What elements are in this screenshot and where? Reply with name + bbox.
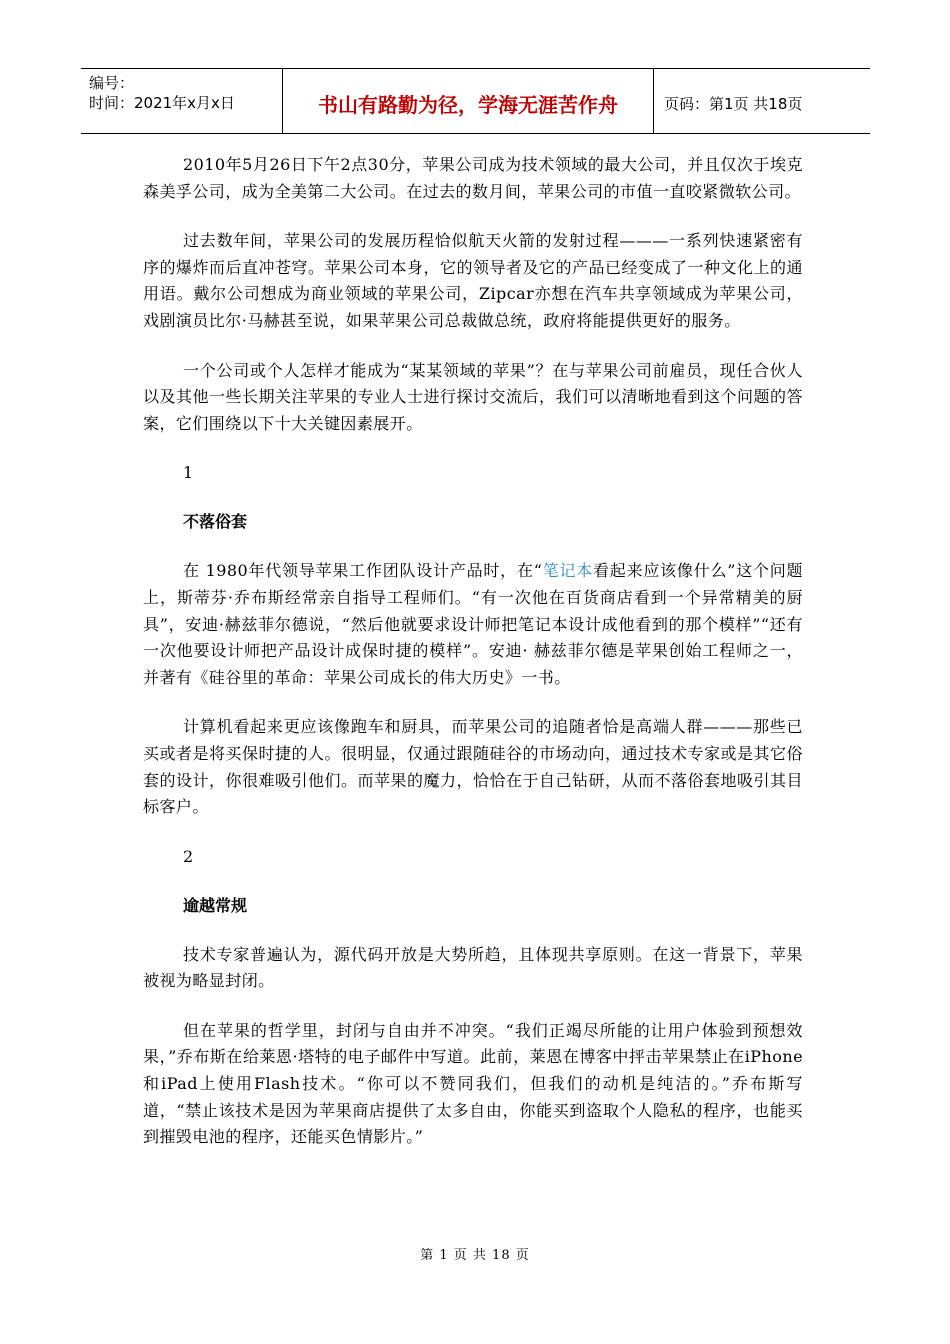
section-number-2: 2 bbox=[183, 846, 194, 866]
paragraph-5: 计算机看起来更应该像跑车和厨具，而苹果公司的追随者恰是高端人群———那些已买或者是将买保时捷的人。很明显，仅通过跟随硅谷的市场动向，通过技术专家或是其它俗套的设计，你很难吸引他们。而苹果的魔力，恰恰在于自己钻研，从而不落俗套地吸引其目标客户。 bbox=[143, 717, 803, 817]
paragraph-4 bbox=[143, 558, 803, 691]
section-number-1: 1 bbox=[183, 463, 194, 483]
section-heading-2: 逾越常规 bbox=[183, 895, 248, 915]
paragraph-3: 一个公司或个人怎样才能成为“某某领域的苹果”？在与苹果公司前雇员，现任合伙人以及其他一些长期关注苹果的专业人士进行探讨交流后，我们可以清晰地看到这个问题的答案，它们围绕以下十大关键因素展开。 bbox=[143, 360, 803, 433]
notebook-link[interactable]: 笔记本 bbox=[542, 561, 594, 581]
paragraph-4-rest: 看起来应该像什么”这个问题上，斯蒂芬·乔布斯经常亲自指导工程师们。“有一次他在百货商店看到一个异常精美的厨具”，安迪·赫兹菲尔德说，“然后他就要求设计师把笔记本设计成他看到的那个模样”“还有一次他要设计师把产品设计成保时捷的模样”。安迪· 赫兹菲尔德是苹果创始工程师之一，并著有《硅谷里的革命：苹果公司成长的伟大历史》一书。 bbox=[143, 561, 803, 687]
header-meta bbox=[81, 69, 283, 133]
page-header bbox=[81, 68, 870, 134]
document-date: 时间：2021年x月x日 bbox=[89, 94, 235, 112]
header-motto: 书山有路勤为径，学海无涯苦作舟 bbox=[283, 69, 654, 133]
document-number-label: 编号： bbox=[89, 74, 135, 92]
paragraph-7: 但在苹果的哲学里，封闭与自由并不冲突。“我们正竭尽所能的让用户体验到预想效果，”乔布斯在给莱恩·塔特的电子邮件中写道。此前，莱恩在博客中抨击苹果禁止在iPhone和iPad上使用Flash技术。“你可以不赞同我们，但我们的动机是纯洁的。”乔布斯写道，“禁止该技术是因为苹果商店提供了太多自由，你能买到盗取个人隐私的程序，也能买到摧毁电池的程序，还能买色情影片。” bbox=[143, 1020, 803, 1147]
paragraph-6: 技术专家普遍认为，源代码开放是大势所趋，且体现共享原则。在这一背景下，苹果被视为略显封闭。 bbox=[143, 944, 803, 991]
page-footer: 第 1 页 共 18 页 bbox=[420, 1248, 530, 1263]
paragraph-1: 2010年5月26日下午2点30分，苹果公司成为技术领域的最大公司，并且仅次于埃克森美孚公司，成为全美第二大公司。在过去的数月间，苹果公司的市值一直咬紧微软公司。 bbox=[143, 155, 803, 201]
section-heading-1: 不落俗套 bbox=[183, 512, 248, 532]
header-page-info: 页码：第1页 共18页 bbox=[664, 94, 803, 113]
paragraph-4-start: 在 1980年代领导苹果工作团队设计产品时，在“ bbox=[183, 561, 543, 581]
article-body bbox=[143, 152, 803, 1174]
paragraph-2: 过去数年间，苹果公司的发展历程恰似航天火箭的发射过程———一系列快速紧密有序的爆炸而后直冲苍穹。苹果公司本身，它的领导者及它的产品已经变成了一种文化上的通用语。戴尔公司想成为商业领域的苹果公司，Zipcar亦想在汽车共享领域成为苹果公司，戏剧演员比尔·马赫甚至说，如果苹果公司总裁做总统，政府将能提供更好的服务。 bbox=[143, 231, 803, 330]
